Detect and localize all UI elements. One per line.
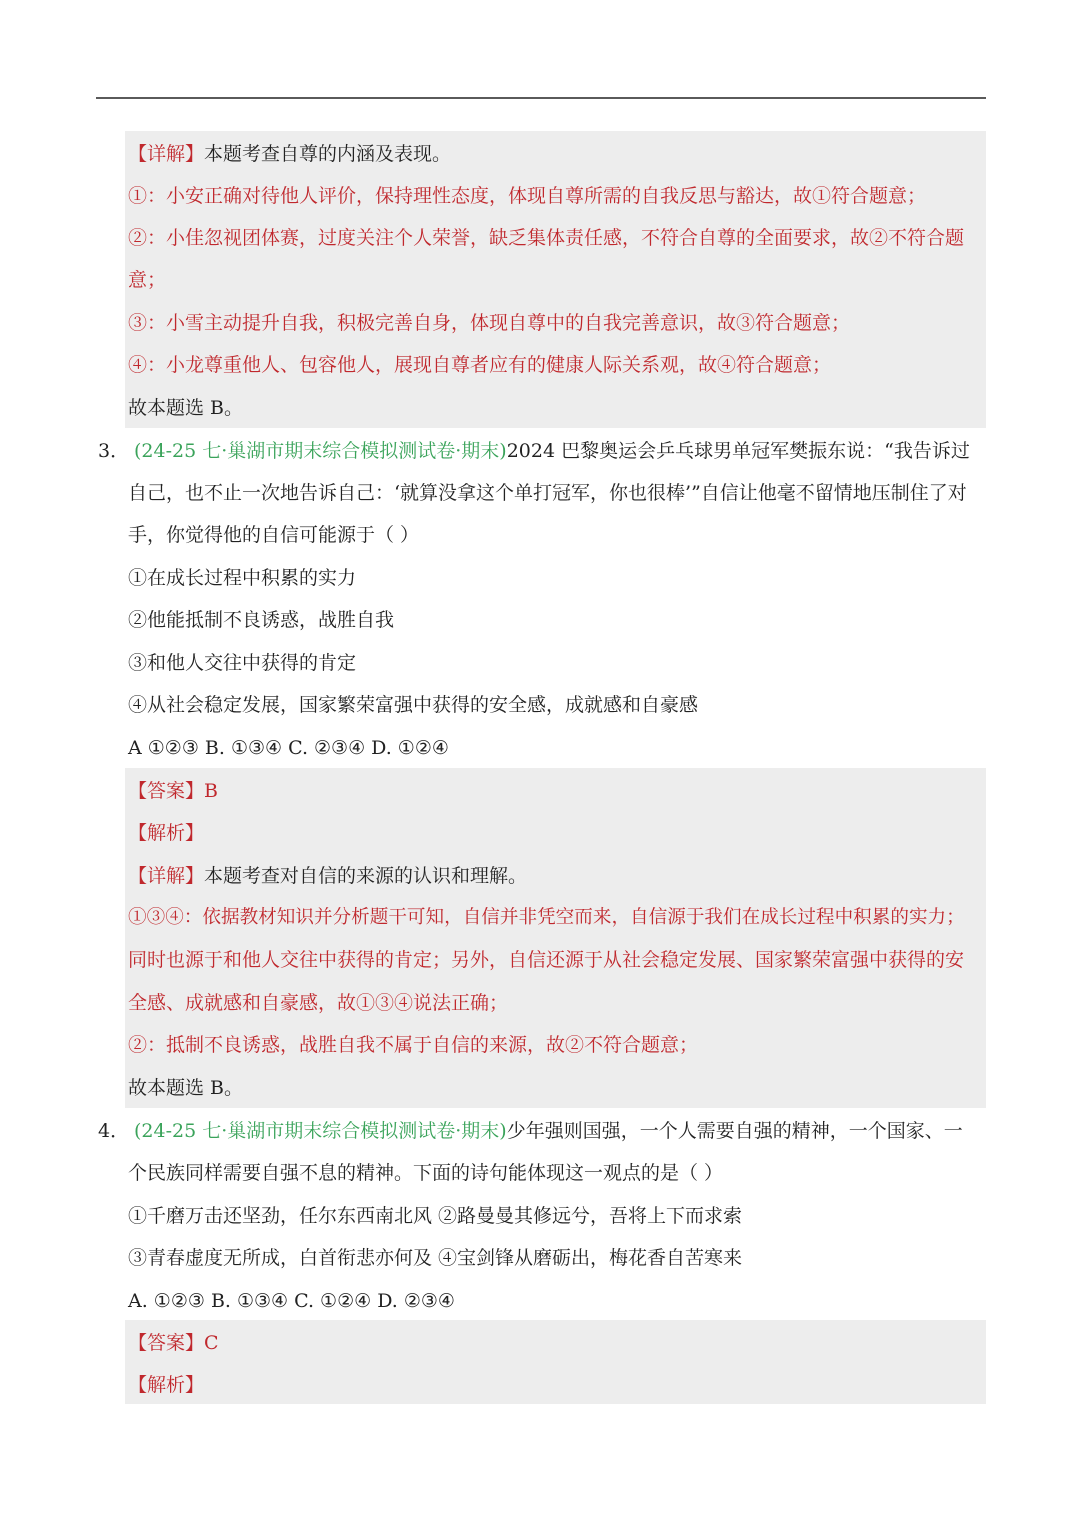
explanation-line: ③：小雪主动提升自我，积极完善自身，体现自尊中的自我完善意识，故③符合题意； xyxy=(128,312,851,334)
choices-line: A ①②③ B. ①③④ C. ②③④ D. ①②④ xyxy=(128,737,449,759)
conclusion-line: 故本题选 B。 xyxy=(128,1077,244,1099)
option-line: ④从社会稳定发展，国家繁荣富强中获得的安全感，成就感和自豪感 xyxy=(128,694,699,716)
answer-value: C xyxy=(204,1332,219,1354)
explanation-box-q2 xyxy=(125,131,986,428)
question-stem xyxy=(134,438,970,464)
answer-line xyxy=(128,1330,219,1356)
explanation-line: ②：抵制不良诱惑，战胜自我不属于自信的来源，故②不符合题意； xyxy=(128,1034,699,1056)
analysis-tag: 【解析】 xyxy=(128,1374,205,1396)
detail-line xyxy=(128,863,527,889)
stem-text: 2024 巴黎奥运会乒乓球男单冠军樊振东说：“我告诉过 xyxy=(506,440,970,462)
question-stem xyxy=(134,1118,963,1144)
detail-tag: 【详解】 xyxy=(128,143,205,165)
stem-line: 个民族同样需要自强不息的精神。下面的诗句能体现这一观点的是（ ） xyxy=(128,1162,724,1184)
option-line: ③青春虚度无所成，白首衔悲亦何及 ④宝剑锋从磨砺出，梅花香自苦寒来 xyxy=(128,1247,743,1269)
answer-line xyxy=(128,778,218,804)
detail-tag: 【详解】 xyxy=(128,865,205,887)
choices-line: A. ①②③ B. ①③④ C. ①②④ D. ②③④ xyxy=(128,1290,455,1312)
header-rule xyxy=(96,97,986,99)
option-line: ②他能抵制不良诱惑，战胜自我 xyxy=(128,609,395,631)
explanation-line: 全感、成就感和自豪感，故①③④说法正确； xyxy=(128,992,509,1014)
explanation-line: ②：小佳忽视团体赛，过度关注个人荣誉，缺乏集体责任感，不符合自尊的全面要求，故②不符合题 xyxy=(128,227,965,249)
question-source: (24-25 七·巢湖市期末综合模拟测试卷·期末) xyxy=(134,440,507,462)
question-number: 3． xyxy=(98,440,130,462)
explanation-line: ④：小龙尊重他人、包容他人，展现自尊者应有的健康人际关系观，故④符合题意； xyxy=(128,354,832,376)
option-line: ①在成长过程中积累的实力 xyxy=(128,567,357,589)
conclusion-line: 故本题选 B。 xyxy=(128,397,244,419)
explanation-line: ①③④：依据教材知识并分析题干可知，自信并非凭空而来，自信源于我们在成长过程中积累的实力； xyxy=(128,907,965,928)
explanation-line: 同时也源于和他人交往中获得的肯定；另外，自信还源于从社会稳定发展、国家繁荣富强中获得的安 xyxy=(128,949,965,971)
question-source: (24-25 七·巢湖市期末综合模拟测试卷·期末) xyxy=(134,1120,507,1142)
explanation-box-q4 xyxy=(125,1320,986,1404)
option-line: ③和他人交往中获得的肯定 xyxy=(128,652,357,674)
stem-text: 少年强则国强，一个人需要自强的精神，一个国家、一 xyxy=(506,1120,963,1142)
detail-text: 本题考查自尊的内涵及表现。 xyxy=(204,143,452,165)
answer-tag: 【答案】 xyxy=(128,780,205,802)
analysis-tag: 【解析】 xyxy=(128,822,205,844)
answer-value: B xyxy=(204,780,218,802)
answer-tag: 【答案】 xyxy=(128,1332,205,1354)
stem-line: 手，你觉得他的自信可能源于（ ） xyxy=(128,524,420,546)
detail-line xyxy=(128,141,451,167)
option-line: ①千磨万击还坚劲，任尔东西南北风 ②路曼曼其修远兮，吾将上下而求索 xyxy=(128,1205,743,1227)
explanation-line: 意； xyxy=(128,269,167,291)
question-number: 4． xyxy=(98,1120,130,1142)
explanation-line: ①：小安正确对待他人评价，保持理性态度，体现自尊所需的自我反思与豁达，故①符合题意； xyxy=(128,185,927,207)
detail-text: 本题考查对自信的来源的认识和理解。 xyxy=(204,865,528,887)
stem-line: 自己，也不止一次地告诉自己：‘就算没拿这个单打冠军，你也很棒’”自信让他毫不留情地压制住了对 xyxy=(128,482,967,504)
